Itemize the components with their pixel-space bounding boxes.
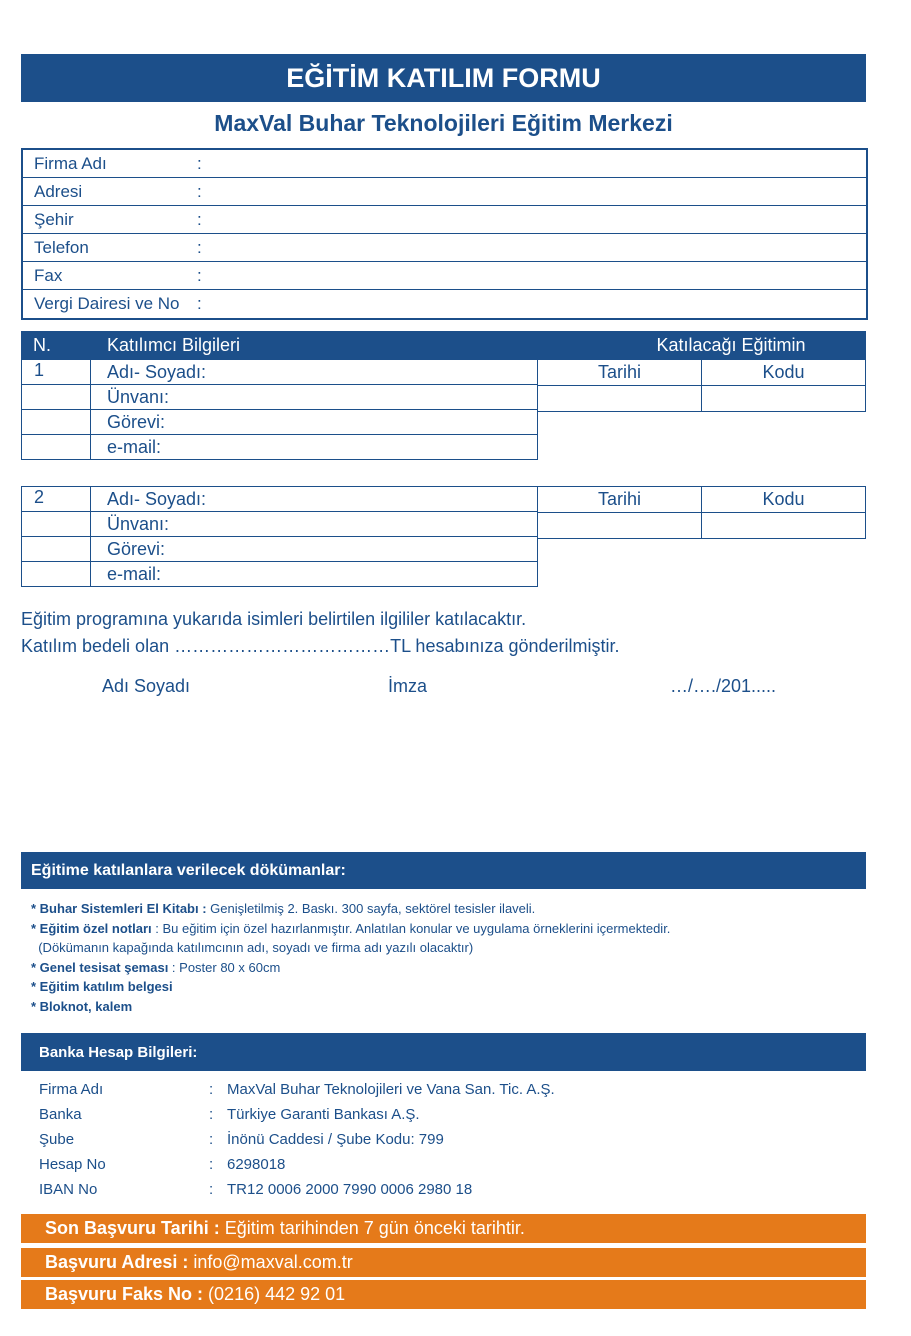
training-date-field[interactable] <box>538 386 702 412</box>
bank-row-iban: IBAN No : TR12 0006 2000 7990 0006 2980 18 <box>39 1181 473 1198</box>
email-field[interactable]: e-mail: <box>91 435 538 460</box>
email-field[interactable]: e-mail: <box>91 562 538 587</box>
header-participant-info: Katılımcı Bilgileri <box>107 334 241 355</box>
participant-number: 2 <box>22 487 91 512</box>
bank-row-sube: Şube : İnönü Caddesi / Şube Kodu: 799 <box>39 1131 444 1148</box>
field-colon: : <box>197 153 202 173</box>
form-subtitle: MaxVal Buhar Teknolojileri Eğitim Merkezi <box>214 110 673 136</box>
field-label: Vergi Dairesi ve No <box>34 294 180 313</box>
document-item: * Buhar Sistemleri El Kitabı : Genişletilmiş 2. Baskı. 300 sayfa, sektörel tesisler ilaveli. <box>31 901 536 916</box>
participant-1-table <box>21 359 538 460</box>
header-number: N. <box>33 334 51 355</box>
company-field-vergi[interactable] <box>23 290 866 318</box>
training-code-label: Kodu <box>702 360 866 386</box>
title-field[interactable]: Ünvanı: <box>91 512 538 537</box>
training-date-label: Tarihi <box>538 360 702 386</box>
bank-row-firma: Firma Adı : MaxVal Buhar Teknolojileri ve Vana San. Tic. A.Ş. <box>39 1081 555 1098</box>
participant-number: 1 <box>22 360 91 385</box>
bank-row-banka: Banka : Türkiye Garanti Bankası A.Ş. <box>39 1106 420 1123</box>
name-field[interactable]: Adı- Soyadı: <box>91 360 538 385</box>
field-colon: : <box>197 237 202 257</box>
participant-2-training-table <box>537 486 866 539</box>
field-colon: : <box>197 294 202 313</box>
participant-1-training-table <box>537 359 866 412</box>
role-field[interactable]: Görevi: <box>91 410 538 435</box>
participants-header <box>21 331 866 359</box>
field-label: Fax <box>34 265 63 285</box>
field-label: Telefon <box>34 237 89 257</box>
field-label: Şehir <box>34 209 74 229</box>
note-line-2: Katılım bedeli olan ………………………………TL hesabınıza gönderilmiştir. <box>21 636 620 656</box>
signature-date: …/…./201..... <box>670 676 777 696</box>
training-date-label: Tarihi <box>538 487 702 513</box>
document-item: * Eğitim özel notları : Bu eğitim için özel hazırlanmıştır. Anlatılan konular ve uygulama örneklerini içermektedir. <box>31 920 671 936</box>
training-code-label: Kodu <box>702 487 866 513</box>
form-title: EĞİTİM KATILIM FORMU <box>21 54 866 102</box>
fax-bar: Başvuru Faks No : (0216) 442 92 01 <box>21 1280 866 1309</box>
training-code-field[interactable] <box>702 386 866 412</box>
documents-header: Eğitime katılanlara verilecek dökümanlar: <box>21 852 866 889</box>
training-date-field[interactable] <box>538 513 702 539</box>
signature-name-label: Adı Soyadı <box>102 676 191 696</box>
company-field-firma[interactable] <box>23 150 866 178</box>
participant-2-table <box>21 486 538 587</box>
company-info-box <box>21 148 868 320</box>
field-colon: : <box>197 181 202 201</box>
header-training: Katılacağı Eğitimin <box>656 334 806 355</box>
company-field-sehir[interactable] <box>23 206 866 234</box>
field-label: Adresi <box>34 181 83 201</box>
field-colon: : <box>197 209 202 229</box>
document-item: * Genel tesisat şeması : Poster 80 x 60cm <box>31 959 281 975</box>
deadline-bar: Son Başvuru Tarihi : Eğitim tarihinden 7 gün önceki tarihtir. <box>21 1214 866 1243</box>
company-field-fax[interactable] <box>23 262 866 290</box>
bank-row-hesap: Hesap No : 6298018 <box>39 1156 286 1173</box>
training-code-field[interactable] <box>702 513 866 539</box>
name-field[interactable]: Adı- Soyadı: <box>91 487 538 512</box>
role-field[interactable]: Görevi: <box>91 537 538 562</box>
note-line-1: Eğitim programına yukarıda isimleri belirtilen ilgililer katılacaktır. <box>21 609 527 629</box>
signature-label: İmza <box>388 676 428 696</box>
bank-header: Banka Hesap Bilgileri: <box>21 1033 866 1071</box>
title-field[interactable]: Ünvanı: <box>91 385 538 410</box>
documents-list <box>31 899 670 1016</box>
company-field-adres[interactable] <box>23 178 866 206</box>
company-field-telefon[interactable] <box>23 234 866 262</box>
field-colon: : <box>197 265 202 285</box>
field-label: Firma Adı <box>34 153 107 173</box>
address-bar: Başvuru Adresi : info@maxval.com.tr <box>21 1248 866 1277</box>
document-item: * Eğitim katılım belgesi <box>31 979 173 994</box>
document-item: * Bloknot, kalem <box>31 998 133 1014</box>
document-item: (Dökümanın kapağında katılımcının adı, soyadı ve firma adı yazılı olacaktır) <box>31 940 474 955</box>
